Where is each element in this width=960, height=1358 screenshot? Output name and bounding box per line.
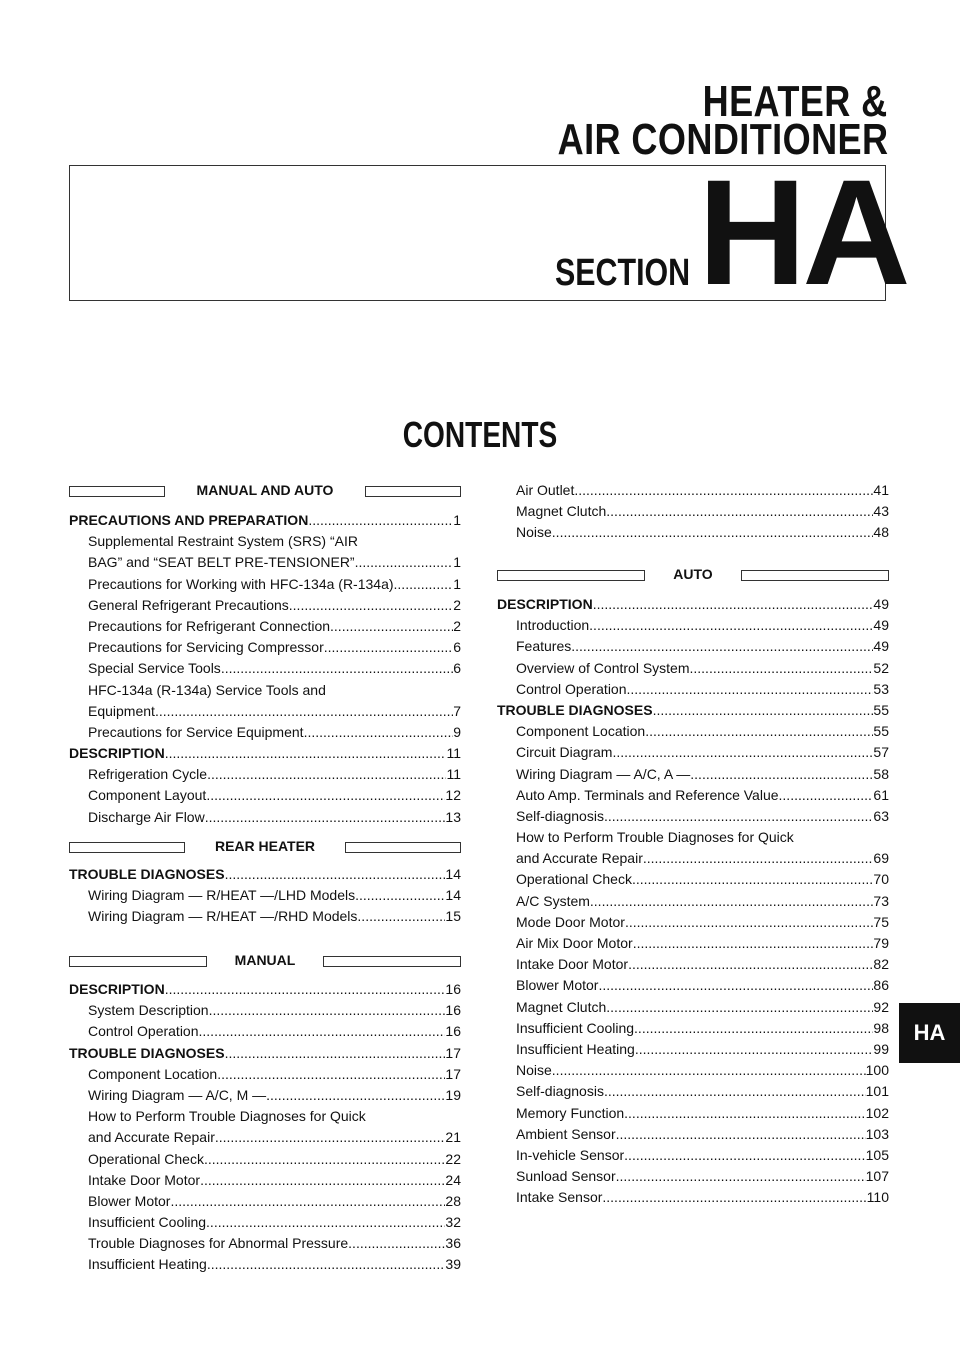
toc-entry-title: Operational Check — [88, 1150, 204, 1167]
toc-leader-dots — [653, 700, 874, 721]
toc-entry-title: Component Location — [516, 723, 646, 740]
toc-entry[interactable] — [497, 522, 889, 543]
toc-entry[interactable] — [497, 1124, 889, 1145]
toc-entry[interactable] — [69, 531, 461, 552]
section-label: SECTION — [555, 252, 691, 294]
toc-entry[interactable] — [497, 615, 889, 636]
toc-entry-title: Insufficient Heating — [88, 1256, 207, 1273]
toc-entry[interactable] — [497, 827, 889, 848]
toc-entry-title: Wiring Diagram — A/C, A — — [516, 765, 691, 782]
toc-section-entry[interactable] — [69, 743, 461, 764]
section-header-auto — [497, 566, 889, 586]
toc-page-number: 98 — [873, 1019, 889, 1036]
toc-entry-title: Intake Door Motor — [516, 956, 629, 973]
toc-entry[interactable] — [69, 1021, 461, 1042]
toc-page-number: 43 — [873, 503, 889, 520]
toc-page-number: 1 — [453, 512, 461, 528]
toc-page-number: 102 — [865, 1104, 889, 1121]
toc-entry[interactable] — [497, 658, 889, 679]
toc-page-number: 21 — [445, 1129, 461, 1146]
toc-entry[interactable] — [69, 1106, 461, 1127]
toc-leader-dots — [552, 522, 874, 543]
toc-leader-dots — [552, 1060, 866, 1081]
header-bar-right — [365, 486, 461, 497]
toc-page-number: 16 — [445, 1002, 461, 1019]
toc-leader-dots — [604, 1081, 866, 1102]
toc-entry[interactable] — [69, 764, 461, 785]
toc-section-entry[interactable] — [69, 1043, 461, 1064]
toc-entry[interactable] — [497, 679, 889, 700]
section-header-manual — [69, 952, 461, 972]
toc-entry[interactable] — [497, 1166, 889, 1187]
header-label: AUTO — [673, 566, 713, 582]
toc-entry[interactable] — [69, 885, 461, 906]
toc-entry-title: DESCRIPTION — [69, 981, 165, 997]
toc-page-number: 2 — [453, 596, 461, 613]
toc-entry[interactable] — [497, 912, 889, 933]
toc-entry[interactable] — [69, 552, 461, 573]
toc-entry-title: Blower Motor — [88, 1192, 171, 1209]
toc-entry-title: Insufficient Cooling — [516, 1019, 635, 1036]
toc-entry-title: General Refrigerant Precautions — [88, 596, 289, 613]
toc-leader-dots — [330, 616, 453, 637]
toc-entry-title: DESCRIPTION — [69, 745, 165, 762]
toc-entry[interactable] — [497, 480, 889, 501]
toc-entry[interactable] — [497, 997, 889, 1018]
toc-entry-title: Special Service Tools — [88, 660, 221, 677]
toc-leader-dots — [627, 679, 874, 700]
toc-page-number: 57 — [873, 744, 889, 761]
toc-entry[interactable] — [69, 722, 461, 743]
toc-entry-title: How to Perform Trouble Diagnoses for Quick — [88, 1108, 366, 1125]
toc-leader-dots — [204, 1149, 445, 1170]
toc-entry-title: System Description — [88, 1002, 209, 1019]
toc-page-number: 53 — [873, 680, 889, 697]
toc-page-number: 11 — [446, 766, 461, 783]
toc-entry[interactable] — [497, 1060, 889, 1081]
toc-leader-dots — [304, 722, 454, 743]
toc-entry-title: Control Operation — [516, 680, 627, 697]
toc-entry-title: Features — [516, 638, 572, 655]
toc-leader-dots — [155, 701, 453, 722]
toc-page-number: 82 — [873, 956, 889, 973]
toc-page-number: 107 — [865, 1168, 889, 1185]
section-tab[interactable]: HA — [899, 1003, 960, 1063]
toc-leader-dots — [606, 501, 873, 522]
toc-entry[interactable] — [497, 891, 889, 912]
toc-page-number: 110 — [866, 1189, 889, 1206]
header-label: MANUAL AND AUTO — [196, 482, 334, 498]
toc-entry[interactable] — [69, 1254, 461, 1275]
toc-entry[interactable] — [69, 1127, 461, 1148]
toc-entry-title: Noise — [516, 524, 552, 541]
toc-entry[interactable] — [69, 701, 461, 722]
toc-entry-title: Component Layout — [88, 787, 207, 804]
toc-leader-dots — [633, 933, 874, 954]
toc-entry[interactable] — [497, 848, 889, 869]
toc-entry[interactable] — [69, 1000, 461, 1021]
toc-entry[interactable] — [69, 1085, 461, 1106]
toc-leader-dots — [206, 1212, 445, 1233]
header-bar-right — [741, 570, 889, 581]
toc-page-number: 52 — [873, 659, 889, 676]
toc-entry[interactable] — [497, 742, 889, 763]
toc-leader-dots — [606, 997, 873, 1018]
toc-leader-dots — [574, 480, 873, 501]
toc-entry-title: Wiring Diagram — R/HEAT —/RHD Models — [88, 908, 358, 925]
toc-page-number: 16 — [445, 1023, 461, 1040]
toc-entry-title: Intake Sensor — [516, 1189, 603, 1206]
toc-page-number: 99 — [873, 1040, 889, 1057]
toc-leader-dots — [628, 954, 873, 975]
toc-entry[interactable] — [497, 764, 889, 785]
toc-leader-dots — [165, 743, 447, 764]
toc-entry[interactable] — [69, 1064, 461, 1085]
toc-leader-dots — [225, 1043, 446, 1064]
toc-entry-title: TROUBLE DIAGNOSES — [69, 1044, 225, 1061]
toc-leader-dots — [645, 721, 873, 742]
header-label: REAR HEATER — [214, 838, 316, 854]
toc-entry-title: Magnet Clutch — [516, 503, 607, 520]
toc-page-number: 9 — [453, 723, 461, 740]
toc-leader-dots — [217, 1064, 445, 1085]
toc-leader-dots — [355, 552, 454, 573]
toc-entry[interactable] — [69, 1191, 461, 1212]
toc-entry-title: BAG” and “SEAT BELT PRE-TENSIONER” — [88, 554, 355, 571]
toc-entry[interactable] — [497, 1187, 889, 1208]
toc-page-number: 49 — [873, 638, 889, 655]
toc-page-number: 69 — [873, 850, 889, 867]
toc-list-manual-continued — [497, 480, 889, 544]
toc-page-number: 14 — [445, 866, 461, 882]
contents-heading: CONTENTS — [402, 414, 558, 455]
toc-entry-title: Air Outlet — [516, 482, 575, 498]
toc-entry[interactable] — [69, 906, 461, 927]
toc-page-number: 48 — [873, 524, 889, 541]
toc-leader-dots — [634, 1018, 873, 1039]
toc-page-number: 105 — [865, 1146, 889, 1163]
toc-entry-title: Discharge Air Flow — [88, 808, 205, 825]
toc-list-auto — [497, 594, 889, 1208]
toc-leader-dots — [612, 742, 873, 763]
toc-entry[interactable] — [69, 616, 461, 637]
toc-entry-title: PRECAUTIONS AND PREPARATION — [69, 512, 309, 528]
toc-page-number: 2 — [453, 617, 461, 634]
toc-entry-title: Wiring Diagram — R/HEAT —/LHD Models — [88, 887, 356, 904]
toc-leader-dots — [624, 1103, 865, 1124]
toc-entry-title: Operational Check — [516, 871, 632, 888]
toc-page-number: 49 — [873, 596, 889, 612]
toc-page-number: 63 — [873, 807, 889, 824]
toc-page-number: 58 — [873, 765, 889, 782]
toc-entry-title: and Accurate Repair — [88, 1129, 215, 1146]
toc-entry[interactable] — [69, 637, 461, 658]
section-header-rear-heater — [69, 838, 461, 858]
toc-entry[interactable] — [497, 869, 889, 890]
toc-entry[interactable] — [497, 721, 889, 742]
toc-entry[interactable] — [497, 954, 889, 975]
toc-entry[interactable] — [69, 1170, 461, 1191]
toc-page-number: 28 — [445, 1192, 461, 1209]
toc-entry[interactable] — [69, 595, 461, 616]
toc-leader-dots — [289, 595, 453, 616]
toc-page-number: 75 — [873, 913, 889, 930]
toc-entry[interactable] — [497, 1103, 889, 1124]
toc-page-number: 73 — [873, 892, 889, 909]
toc-leader-dots — [394, 574, 454, 595]
toc-entry-title: TROUBLE DIAGNOSES — [69, 866, 225, 882]
toc-leader-dots — [625, 912, 873, 933]
toc-entry-title: Introduction — [516, 617, 590, 634]
toc-page-number: 6 — [453, 660, 461, 677]
toc-entry[interactable] — [497, 1081, 889, 1102]
toc-entry-title: Mode Door Motor — [516, 913, 625, 930]
toc-leader-dots — [165, 979, 446, 1000]
toc-leader-dots — [643, 848, 874, 869]
toc-entry-title: Intake Door Motor — [88, 1171, 201, 1188]
toc-page-number: 92 — [873, 998, 889, 1015]
title-line-1: HEATER & — [702, 77, 888, 126]
toc-leader-dots — [355, 885, 445, 906]
toc-leader-dots — [593, 594, 874, 615]
toc-page-number: 6 — [453, 639, 461, 656]
toc-page-number: 22 — [445, 1150, 461, 1167]
toc-page-number: 41 — [873, 482, 889, 498]
toc-entry-title: TROUBLE DIAGNOSES — [497, 701, 653, 718]
toc-entry-title: Self-diagnosis — [516, 807, 604, 824]
toc-page-number: 19 — [445, 1086, 461, 1103]
toc-entry-title: Supplemental Restraint System (SRS) “AIR — [88, 533, 358, 550]
toc-page-number: 39 — [445, 1256, 461, 1273]
toc-page-number: 103 — [865, 1125, 889, 1142]
toc-entry-title: Circuit Diagram — [516, 744, 613, 761]
toc-entry[interactable] — [69, 1149, 461, 1170]
toc-entry[interactable] — [69, 1212, 461, 1233]
toc-entry[interactable] — [497, 1145, 889, 1166]
toc-page-number: 32 — [445, 1214, 461, 1231]
toc-entry-title: Precautions for Refrigerant Connection — [88, 617, 331, 634]
toc-page-number: 100 — [865, 1062, 889, 1079]
toc-leader-dots — [207, 764, 446, 785]
toc-entry[interactable] — [497, 975, 889, 996]
toc-page-number: 13 — [445, 808, 461, 825]
toc-page-number: 17 — [445, 1044, 461, 1061]
toc-entry-title: Overview of Control System — [516, 659, 690, 676]
toc-page-number: 101 — [865, 1083, 889, 1100]
toc-entry[interactable] — [497, 501, 889, 522]
toc-page-number: 14 — [445, 887, 461, 904]
toc-leader-dots — [324, 637, 453, 658]
toc-entry-title: Blower Motor — [516, 977, 599, 994]
toc-section-entry[interactable] — [497, 700, 889, 721]
toc-entry[interactable] — [69, 680, 461, 701]
toc-entry-title: Control Operation — [88, 1023, 199, 1040]
toc-page-number: 55 — [873, 723, 889, 740]
section-header-manual-auto — [69, 482, 461, 502]
toc-leader-dots — [221, 658, 453, 679]
toc-leader-dots — [225, 864, 446, 885]
toc-entry[interactable] — [69, 785, 461, 806]
toc-leader-dots — [690, 658, 874, 679]
toc-section-entry[interactable] — [69, 864, 461, 885]
toc-leader-dots — [604, 806, 873, 827]
toc-section-entry[interactable] — [69, 510, 461, 531]
toc-entry-title: Precautions for Working with HFC-134a (R-134a) — [88, 575, 394, 592]
toc-leader-dots — [779, 785, 874, 806]
toc-page-number: 86 — [873, 977, 889, 994]
toc-leader-dots — [632, 869, 873, 890]
toc-entry[interactable] — [69, 1233, 461, 1254]
section-code: HA — [698, 148, 907, 316]
toc-page-number: 36 — [445, 1235, 461, 1252]
toc-entry[interactable] — [69, 658, 461, 679]
toc-page-number: 1 — [453, 554, 461, 571]
toc-leader-dots — [205, 807, 446, 828]
toc-entry-title: Sunload Sensor — [516, 1168, 616, 1185]
toc-leader-dots — [624, 1145, 865, 1166]
toc-entry-title: Memory Function — [516, 1104, 625, 1121]
toc-section-entry[interactable] — [497, 594, 889, 615]
toc-entry[interactable] — [497, 785, 889, 806]
toc-leader-dots — [209, 1000, 446, 1021]
toc-leader-dots — [589, 615, 873, 636]
title-line-2: AIR CONDITIONER — [557, 115, 888, 164]
toc-entry[interactable] — [69, 807, 461, 828]
toc-leader-dots — [206, 785, 445, 806]
toc-page-number: 79 — [873, 935, 889, 951]
toc-leader-dots — [266, 1085, 445, 1106]
toc-entry[interactable] — [497, 1018, 889, 1039]
toc-section-entry[interactable] — [69, 979, 461, 1000]
toc-leader-dots — [590, 891, 874, 912]
toc-page-number: 11 — [446, 745, 461, 762]
toc-leader-dots — [215, 1127, 446, 1148]
toc-entry-title: Magnet Clutch — [516, 998, 607, 1015]
header-bar-right — [323, 956, 461, 967]
toc-leader-dots — [635, 1039, 874, 1060]
toc-page-number: 70 — [873, 871, 889, 888]
toc-leader-dots — [199, 1021, 446, 1042]
toc-entry-title: Wiring Diagram — A/C, M — — [88, 1086, 267, 1103]
toc-leader-dots — [616, 1124, 866, 1145]
toc-list-rear-heater — [69, 864, 461, 928]
toc-page-number: 7 — [453, 702, 461, 719]
toc-page-number: 49 — [873, 617, 889, 634]
toc-leader-dots — [207, 1254, 446, 1275]
toc-entry-title: In-vehicle Sensor — [516, 1146, 625, 1163]
toc-entry-title: Insufficient Cooling — [88, 1214, 207, 1231]
toc-leader-dots — [690, 764, 873, 785]
toc-entry[interactable] — [69, 574, 461, 595]
toc-entry-title: Ambient Sensor — [516, 1125, 616, 1142]
toc-leader-dots — [200, 1170, 445, 1191]
toc-page-number: 24 — [445, 1171, 461, 1188]
toc-entry[interactable] — [497, 806, 889, 827]
toc-entry-title: Trouble Diagnoses for Abnormal Pressure — [88, 1235, 349, 1252]
toc-leader-dots — [170, 1191, 445, 1212]
toc-entry-title: and Accurate Repair — [516, 850, 643, 867]
toc-leader-dots — [616, 1166, 866, 1187]
toc-entry-title: Precautions for Servicing Compressor — [88, 639, 324, 656]
toc-entry-title: Equipment — [88, 702, 155, 719]
toc-entry-title: Noise — [516, 1062, 552, 1079]
toc-entry-title: Component Location — [88, 1065, 218, 1082]
toc-page-number: 55 — [873, 701, 889, 718]
toc-leader-dots — [308, 510, 453, 531]
toc-entry-title: How to Perform Trouble Diagnoses for Quick — [516, 829, 794, 846]
toc-entry-title: Precautions for Service Equipment — [88, 723, 304, 740]
toc-entry[interactable] — [497, 636, 889, 657]
toc-leader-dots — [348, 1233, 445, 1254]
toc-leader-dots — [357, 906, 445, 927]
toc-page-number: 1 — [453, 575, 461, 592]
toc-page-number: 15 — [445, 908, 461, 925]
header-bar-right — [345, 842, 461, 853]
toc-entry-title: A/C System — [516, 892, 590, 909]
toc-entry-title: HFC-134a (R-134a) Service Tools and — [88, 681, 326, 698]
toc-page-number: 61 — [873, 786, 889, 803]
toc-page-number: 12 — [445, 787, 461, 804]
toc-entry-title: Insufficient Heating — [516, 1040, 635, 1057]
toc-entry-title: Auto Amp. Terminals and Reference Value — [516, 786, 779, 803]
toc-page-number: 16 — [445, 981, 461, 997]
toc-entry[interactable] — [497, 933, 889, 954]
toc-entry-title: Air Mix Door Motor — [516, 935, 633, 951]
toc-list-manual — [69, 979, 461, 1276]
header-label: MANUAL — [234, 952, 296, 968]
toc-list-manual-auto — [69, 510, 461, 828]
toc-entry[interactable] — [497, 1039, 889, 1060]
toc-leader-dots — [598, 975, 873, 996]
toc-leader-dots — [571, 636, 873, 657]
toc-entry-title: Self-diagnosis — [516, 1083, 604, 1100]
toc-entry-title: DESCRIPTION — [497, 596, 593, 612]
toc-page-number: 17 — [445, 1065, 461, 1082]
toc-entry-title: Refrigeration Cycle — [88, 766, 208, 783]
toc-leader-dots — [602, 1187, 866, 1208]
